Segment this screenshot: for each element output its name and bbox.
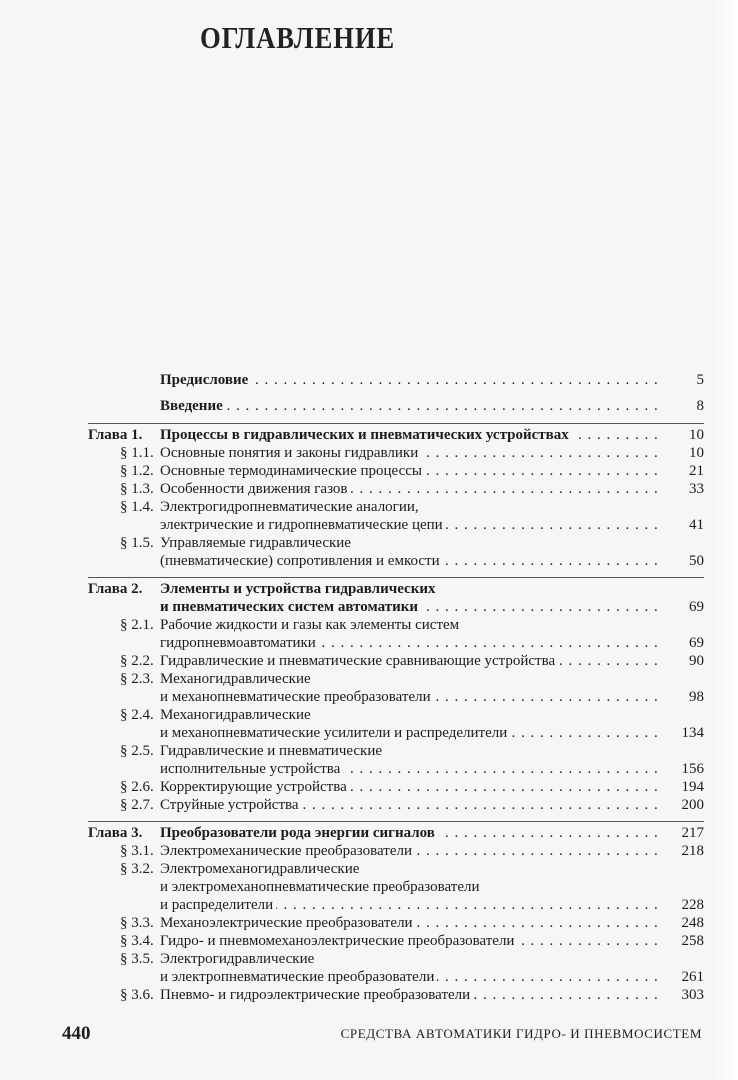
entry-text-wrap — [160, 932, 698, 950]
toc-line — [0, 371, 738, 389]
entry-text-wrap — [160, 498, 698, 516]
entry-text-wrap — [160, 796, 698, 814]
entry-text-wrap — [160, 914, 698, 932]
section-number: § 2.6. — [120, 779, 154, 795]
section-number: § 1.5. — [120, 535, 154, 551]
entry-text: Электрогидропневматические аналогии, — [160, 499, 422, 515]
entry-text: Гидравлические и пневматические сравнивающие устройства — [160, 653, 558, 669]
entry-text: Процессы в гидравлических и пневматических устройствах — [160, 427, 572, 443]
toc-line — [0, 950, 738, 968]
section-number: § 2.2. — [120, 653, 154, 669]
toc-line — [0, 796, 738, 814]
chapter-label: Глава 1. — [88, 427, 143, 443]
entry-text: исполнительные устройства — [160, 761, 343, 777]
entry-text: Введение — [160, 398, 226, 414]
toc-chapter-entry — [0, 580, 738, 814]
page-title: ОГЛАВЛЕНИЕ — [200, 20, 396, 55]
entry-page-number: 156 — [663, 760, 704, 778]
entry-page-number: 69 — [663, 598, 704, 616]
entry-page-number: 41 — [663, 516, 704, 534]
toc-line — [0, 552, 738, 570]
footer-page-number: 440 — [62, 1023, 91, 1044]
entry-text-wrap — [160, 444, 698, 462]
entry-text-wrap — [160, 371, 698, 389]
toc-line — [0, 498, 738, 516]
entry-text-wrap — [160, 552, 698, 570]
entry-text-wrap — [160, 580, 698, 598]
entry-page-number: 10 — [663, 444, 704, 462]
entry-text-wrap — [160, 688, 698, 706]
entry-text-wrap — [160, 896, 698, 914]
toc-line — [0, 426, 738, 444]
entry-text-wrap — [160, 986, 698, 1004]
entry-text: Механогидравлические — [160, 707, 314, 723]
entry-text: и электромеханопневматические преобразователи — [160, 879, 483, 895]
toc-line — [0, 860, 738, 878]
entry-page-number: 10 — [663, 426, 704, 444]
entry-text: Электромеханические преобразователи — [160, 843, 415, 859]
entry-text-wrap — [160, 968, 698, 986]
section-number: § 2.1. — [120, 617, 154, 633]
entry-text-wrap — [160, 534, 698, 552]
entry-page-number: 33 — [663, 480, 704, 498]
toc-line — [0, 444, 738, 462]
toc-front-entry — [0, 371, 738, 389]
toc-line — [0, 706, 738, 724]
toc-line — [0, 878, 738, 896]
section-number: § 2.7. — [120, 797, 154, 813]
entry-page-number: 134 — [663, 724, 704, 742]
toc-line — [0, 397, 738, 415]
section-number: § 3.4. — [120, 933, 154, 949]
section-number: § 1.2. — [120, 463, 154, 479]
toc-chapter-entry — [0, 824, 738, 1004]
entry-text: Электромеханогидравлические — [160, 861, 362, 877]
entry-text-wrap — [160, 616, 698, 634]
entry-text-wrap — [160, 480, 698, 498]
entry-page-number: 258 — [663, 932, 704, 950]
entry-text-wrap — [160, 950, 698, 968]
entry-text: Пневмо- и гидроэлектрические преобразователи — [160, 987, 473, 1003]
entry-page-number: 8 — [663, 397, 704, 415]
toc-line — [0, 688, 738, 706]
section-number: § 3.1. — [120, 843, 154, 859]
entry-page-number: 217 — [663, 824, 704, 842]
toc-line — [0, 616, 738, 634]
section-number: § 1.3. — [120, 481, 154, 497]
entry-text: и распределители — [160, 897, 276, 913]
entry-text: Управляемые гидравлические — [160, 535, 354, 551]
entry-text-wrap — [160, 462, 698, 480]
toc-line — [0, 516, 738, 534]
toc-line — [0, 462, 738, 480]
entry-text-wrap — [160, 742, 698, 760]
section-number: § 3.5. — [120, 951, 154, 967]
toc-line — [0, 634, 738, 652]
entry-page-number: 98 — [663, 688, 704, 706]
entry-text: и механопневматические усилители и распределители — [160, 725, 510, 741]
entry-page-number: 200 — [663, 796, 704, 814]
entry-text-wrap — [160, 860, 698, 878]
entry-text-wrap — [160, 397, 698, 415]
section-number: § 2.4. — [120, 707, 154, 723]
section-number: § 3.6. — [120, 987, 154, 1003]
chapter-divider — [88, 577, 704, 578]
entry-text: Элементы и устройства гидравлических — [160, 581, 439, 597]
entry-page-number: 21 — [663, 462, 704, 480]
entry-page-number: 248 — [663, 914, 704, 932]
entry-page-number: 50 — [663, 552, 704, 570]
entry-text-wrap — [160, 824, 698, 842]
entry-text: Основные термодинамические процессы — [160, 463, 425, 479]
entry-page-number: 69 — [663, 634, 704, 652]
entry-text: Механоэлектрические преобразователи — [160, 915, 416, 931]
entry-text-wrap — [160, 426, 698, 444]
entry-text-wrap — [160, 652, 698, 670]
entry-text: электрические и гидропневматические цепи — [160, 517, 446, 533]
entry-text-wrap — [160, 516, 698, 534]
entry-text-wrap — [160, 760, 698, 778]
section-number: § 2.5. — [120, 743, 154, 759]
entry-page-number: 218 — [663, 842, 704, 860]
entry-text: Предисловие — [160, 372, 251, 388]
toc-line — [0, 480, 738, 498]
toc-line — [0, 742, 738, 760]
entry-text: Струйные устройства — [160, 797, 302, 813]
toc-line — [0, 968, 738, 986]
toc-line — [0, 896, 738, 914]
entry-text-wrap — [160, 598, 698, 616]
section-number: § 1.4. — [120, 499, 154, 515]
toc-line — [0, 778, 738, 796]
entry-text-wrap — [160, 842, 698, 860]
entry-text-wrap — [160, 778, 698, 796]
entry-text: гидропневмоавтоматики — [160, 635, 319, 651]
entry-text: Преобразователи рода энергии сигналов — [160, 825, 438, 841]
entry-text-wrap — [160, 706, 698, 724]
entry-page-number: 5 — [663, 371, 704, 389]
toc-line — [0, 824, 738, 842]
entry-text: и электропневматические преобразователи — [160, 969, 437, 985]
entry-page-number: 303 — [663, 986, 704, 1004]
entry-text: и механопневматические преобразователи — [160, 689, 434, 705]
entry-text: Электрогидравлические — [160, 951, 317, 967]
entry-text: Основные понятия и законы гидравлики — [160, 445, 421, 461]
entry-text: Механогидравлические — [160, 671, 314, 687]
section-number: § 1.1. — [120, 445, 154, 461]
table-of-contents — [0, 365, 738, 1004]
chapter-divider — [88, 821, 704, 822]
entry-text-wrap — [160, 724, 698, 742]
entry-text-wrap — [160, 878, 698, 896]
entry-page-number: 228 — [663, 896, 704, 914]
entry-page-number: 194 — [663, 778, 704, 796]
toc-line — [0, 652, 738, 670]
entry-text-wrap — [160, 634, 698, 652]
toc-chapter-entry — [0, 426, 738, 570]
entry-text: Особенности движения газов — [160, 481, 351, 497]
entry-text: Рабочие жидкости и газы как элементы систем — [160, 617, 462, 633]
entry-page-number: 90 — [663, 652, 704, 670]
toc-line — [0, 670, 738, 688]
toc-line — [0, 932, 738, 950]
section-number: § 3.2. — [120, 861, 154, 877]
entry-text: и пневматических систем автоматики — [160, 599, 421, 615]
section-number: § 2.3. — [120, 671, 154, 687]
entry-text: Гидравлические и пневматические — [160, 743, 385, 759]
entry-text: (пневматические) сопротивления и емкости — [160, 553, 443, 569]
toc-line — [0, 534, 738, 552]
chapter-divider — [88, 423, 704, 424]
toc-line — [0, 842, 738, 860]
toc-line — [0, 580, 738, 598]
toc-line — [0, 914, 738, 932]
toc-line — [0, 986, 738, 1004]
entry-page-number: 261 — [663, 968, 704, 986]
entry-text: Корректирующие устройства — [160, 779, 350, 795]
chapter-label: Глава 3. — [88, 825, 143, 841]
footer-running-title: СРЕДСТВА АВТОМАТИКИ ГИДРО- И ПНЕВМОСИСТЕМ — [340, 1026, 702, 1041]
chapter-label: Глава 2. — [88, 581, 143, 597]
entry-text-wrap — [160, 670, 698, 688]
toc-line — [0, 724, 738, 742]
entry-text: Гидро- и пневмомеханоэлектрические преобразователи — [160, 933, 517, 949]
toc-front-entry — [0, 397, 738, 415]
toc-line — [0, 598, 738, 616]
toc-line — [0, 760, 738, 778]
section-number: § 3.3. — [120, 915, 154, 931]
